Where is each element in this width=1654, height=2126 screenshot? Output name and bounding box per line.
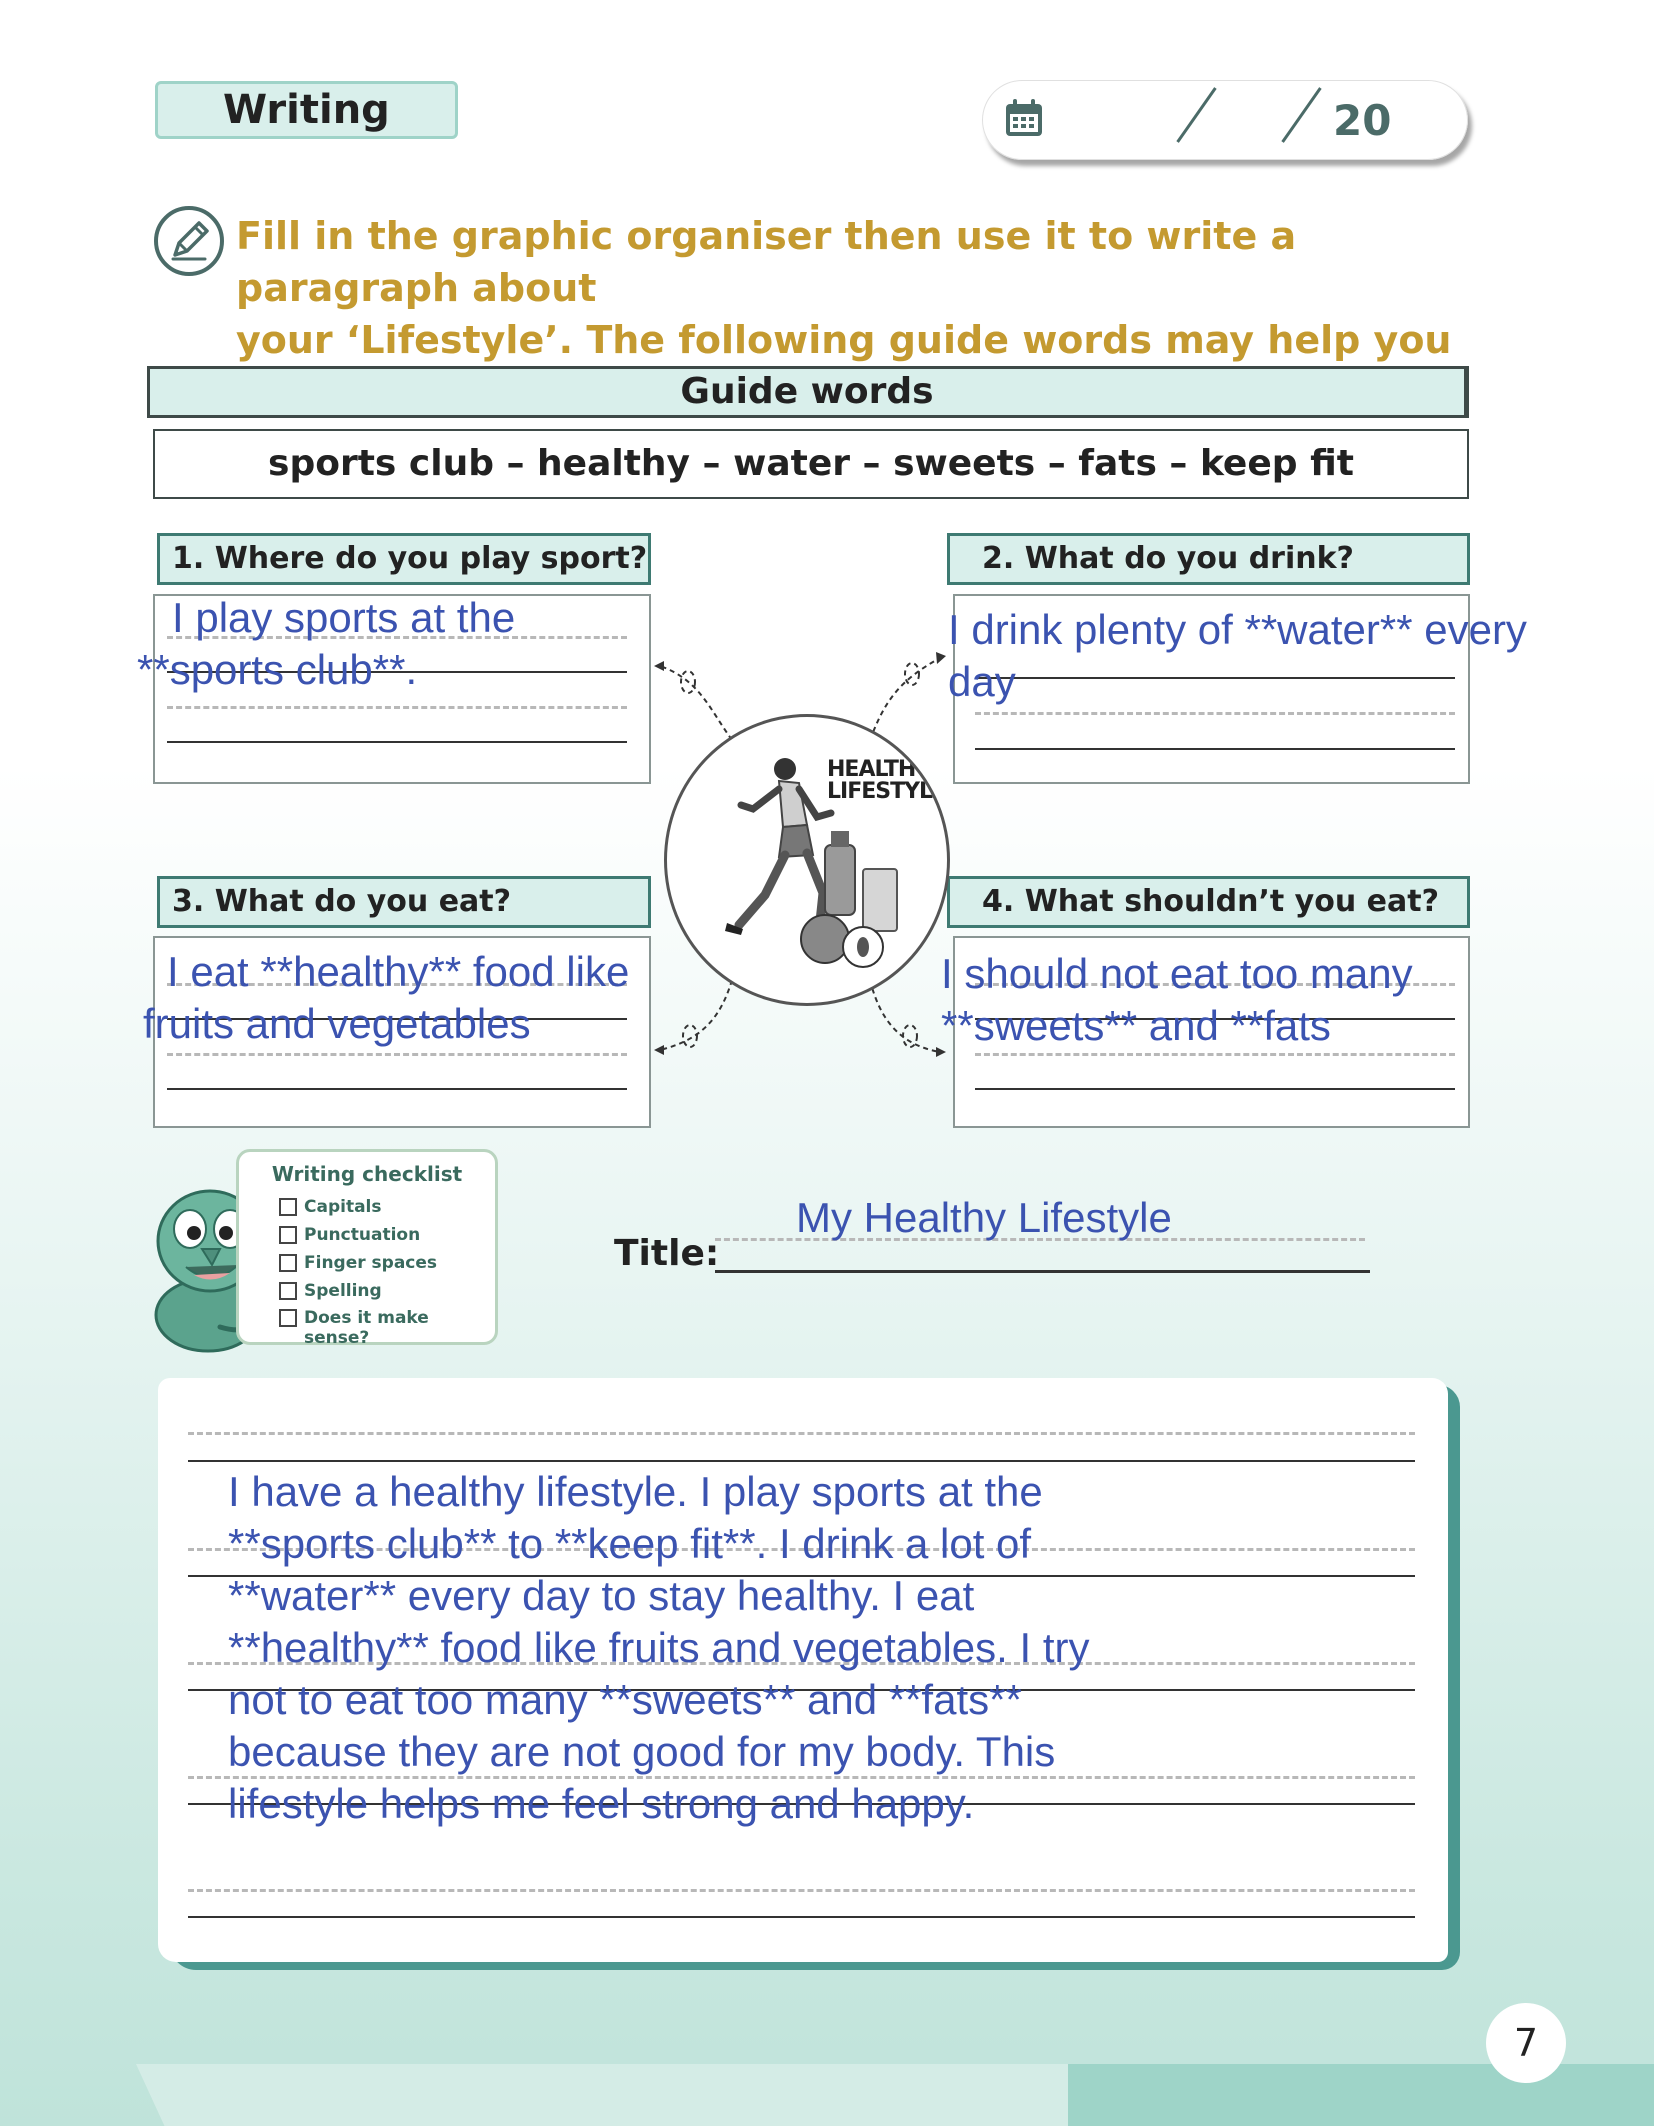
footer-band — [136, 2064, 1086, 2126]
image-caption-line: LIFESTYLE — [827, 779, 947, 804]
footer-band — [1068, 2064, 1654, 2126]
answer-2-line: day — [948, 658, 1016, 705]
guide-words-heading: Guide words — [147, 366, 1469, 418]
checklist-item: Punctuation — [304, 1225, 421, 1245]
instruction-line: your ‘Lifestyle’. The following guide words may help you — [236, 318, 1452, 362]
checklist-checkbox[interactable] — [279, 1254, 297, 1272]
checklist-checkbox[interactable] — [279, 1198, 297, 1216]
answer-4-line: I should not eat too many — [941, 950, 1413, 997]
paragraph-line: because they are not good for my body. This — [228, 1728, 1056, 1775]
title-input-line[interactable] — [715, 1270, 1370, 1273]
calendar-icon — [1002, 96, 1046, 140]
title-label: Title: — [614, 1233, 720, 1274]
healthy-lifestyle-image — [664, 714, 950, 1006]
question-1-label: 1. Where do you play sport? — [157, 533, 651, 585]
answer-4-line: **sweets** and **fats — [941, 1002, 1331, 1049]
image-caption-line: HEALTHY — [827, 757, 931, 782]
checklist-checkbox[interactable] — [279, 1309, 297, 1327]
paragraph-line: **water** every day to stay healthy. I eat — [228, 1572, 975, 1619]
answer-1-line: I play sports at the — [172, 594, 516, 641]
paragraph-line: I have a healthy lifestyle. I play sports at the — [228, 1468, 1043, 1515]
question-3-label: 3. What do you eat? — [157, 876, 651, 928]
question-2-label: 2. What do you drink? — [947, 533, 1470, 585]
image-caption — [827, 759, 946, 803]
paragraph-line: **sports club** to **keep fit**. I drink a lot of — [228, 1520, 1032, 1567]
checklist-checkbox[interactable] — [279, 1226, 297, 1244]
instruction-line: Fill in the graphic organiser then use it to write a paragraph about — [236, 214, 1297, 310]
title-input-value: My Healthy Lifestyle — [796, 1194, 1172, 1241]
paragraph-line: **healthy** food like fruits and vegetables. I try — [228, 1624, 1090, 1671]
guide-words-list: sports club – healthy – water – sweets – fats – keep fit — [153, 429, 1469, 499]
checklist-checkbox[interactable] — [279, 1282, 297, 1300]
answer-3-line: fruits and vegetables — [143, 1000, 531, 1047]
answer-1-line: **sports club**. — [137, 646, 418, 693]
writing-checklist — [236, 1149, 498, 1348]
checklist-item: Finger spaces — [304, 1253, 438, 1273]
paragraph-line: lifestyle helps me feel strong and happy. — [228, 1780, 975, 1827]
answer-2-line: I drink plenty of **water** every — [948, 606, 1527, 653]
question-4-label: 4. What shouldn’t you eat? — [947, 876, 1470, 928]
answer-3-line: I eat **healthy** food like — [167, 948, 630, 995]
checklist-item: Does it make sense? — [304, 1308, 429, 1348]
instruction-text — [236, 210, 1476, 366]
checklist-item: Capitals — [304, 1197, 382, 1217]
paragraph-text — [228, 1466, 1090, 1830]
checklist-item: Spelling — [304, 1281, 382, 1301]
pencil-icon — [153, 205, 225, 277]
checklist-title: Writing checklist — [271, 1162, 463, 1186]
section-label: Writing — [155, 81, 458, 139]
page-number: 7 — [1486, 2003, 1566, 2083]
paragraph-line: not to eat too many **sweets** and **fats** — [228, 1676, 1022, 1723]
date-year: 20 — [1333, 96, 1392, 145]
date-field[interactable] — [982, 80, 1468, 160]
